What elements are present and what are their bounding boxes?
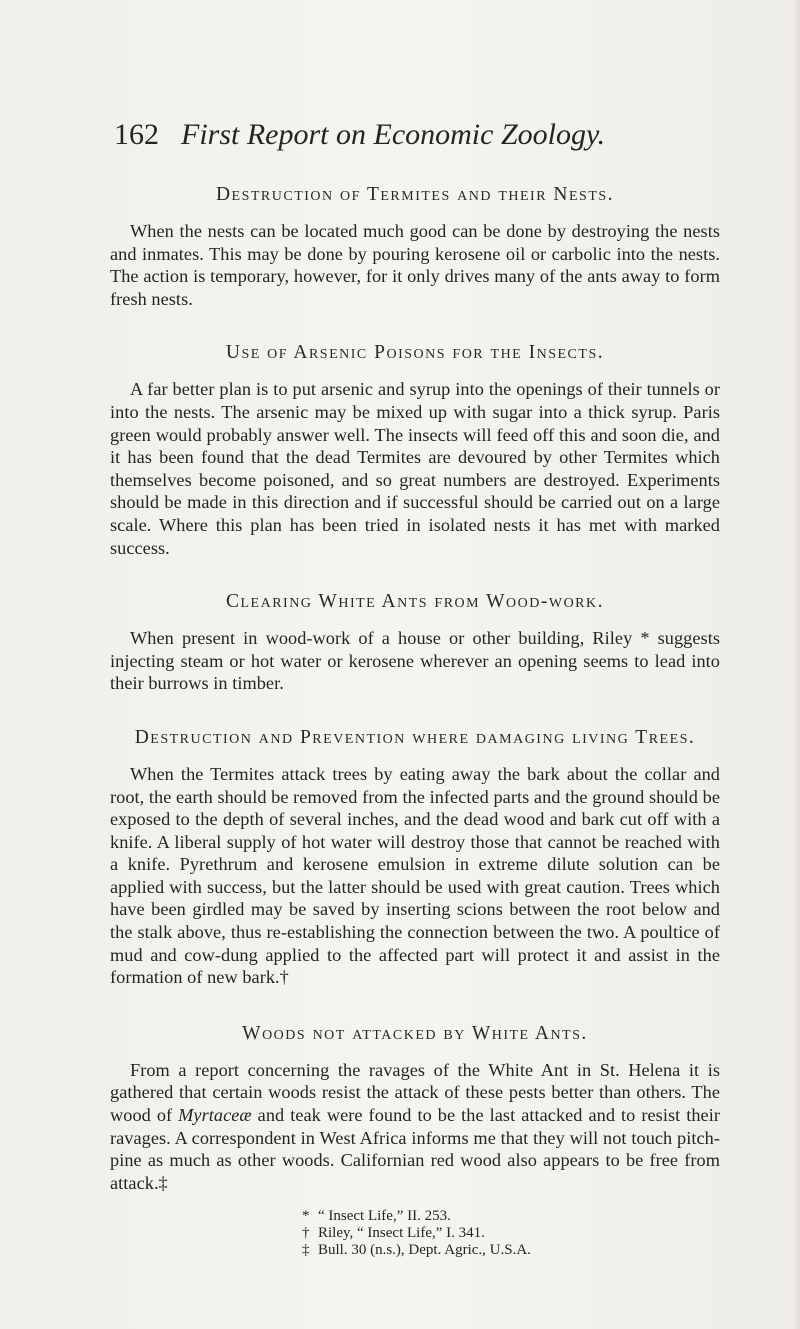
footnote-mark: * [302, 1208, 310, 1225]
section-heading-arsenic: Use of Arsenic Poisons for the Insects. [225, 342, 605, 364]
running-title: First Report on Economic Zoology. [181, 118, 606, 151]
footnote-mark: ‡ [302, 1242, 310, 1259]
footnote-text: Bull. 30 (n.s.), Dept. Agric., U.S.A. [318, 1242, 531, 1259]
footnote-text: Riley, “ Insect Life,” I. 341. [318, 1225, 485, 1242]
footnote [302, 1208, 720, 1225]
footnote-text: “ Insect Life,” II. 253. [318, 1208, 451, 1225]
footnote [302, 1242, 720, 1259]
footnotes [110, 1208, 720, 1259]
section-heading-trees: Destruction and Prevention where damaging living Trees. [134, 726, 696, 748]
text-segment: and teak were found to be the last attacked and to resist their ravages. A correspondent in West Africa informs me that they will not touch pitch-pine as much as other woods. Californian red wood also appears to be free from attack.‡ [110, 1105, 720, 1193]
italic-term: Myrtaceæ [178, 1105, 252, 1126]
paragraph: When the Termites attack trees by eating away the bark about the collar and root, the earth should be removed from the infected parts and the ground should be exposed to the depth of several inches, and the dead wood and bark cut off with a knife. A liberal supply of hot water will destroy those that cannot be reached with a knife. Pyrethrum and kerosene emulsion in extreme dilute solution can be applied with success, but the latter should be used with great caution. Trees which have been girdled may be saved by inserting scions between the root below and the stalk above, thus re-establishing the connection between the two. A poultice of mud and cow-dung applied to the affected part will protect it and assist in the formation of new bark.† [110, 763, 720, 988]
text-segment: From a report concerning the ravages of the White Ant in St. Helena it is gathered that certain woods resist the attack of these pests better than others. The wood of [110, 1059, 720, 1126]
section-heading-woods: Woods not attacked by White Ants. [242, 1022, 588, 1044]
page-edge-shadow [792, 0, 800, 1329]
page-body [110, 182, 720, 1259]
footnote [302, 1225, 720, 1242]
paragraph: When present in wood-work of a house or other building, Riley * suggests injecting steam or hot water or kerosene wherever an opening seems to lead into their burrows in timber. [110, 628, 720, 694]
section-heading-wood-work: Clearing White Ants from Wood-work. [225, 591, 605, 613]
paragraph [110, 1059, 720, 1195]
section-heading-destruction: Destruction of Termites and their Nests. [215, 184, 615, 205]
paragraph: When the nests can be located much good can be done by destroying the nests and inmates. This may be done by pouring kerosene oil or carbolic into the nests. The action is temporary, however, for it only drives many of the ants away to form fresh nests. [110, 221, 720, 309]
paragraph: A far better plan is to put arsenic and syrup into the openings of their tunnels or into the nests. The arsenic may be mixed up with sugar into a thick syrup. Paris green would probably answer well. The insects will feed off this and soon die, and it has been found that the dead Termites are devoured by other Termites which themselves become poisoned, and so great numbers are destroyed. Experiments should be made in this direction and if successful should be carried out on a large scale. Where this plan has been tried in isolated nests it has met with marked success. [110, 379, 720, 558]
page-header [114, 118, 714, 152]
footnote-mark: † [302, 1225, 310, 1242]
page-number: 162 [114, 118, 159, 151]
